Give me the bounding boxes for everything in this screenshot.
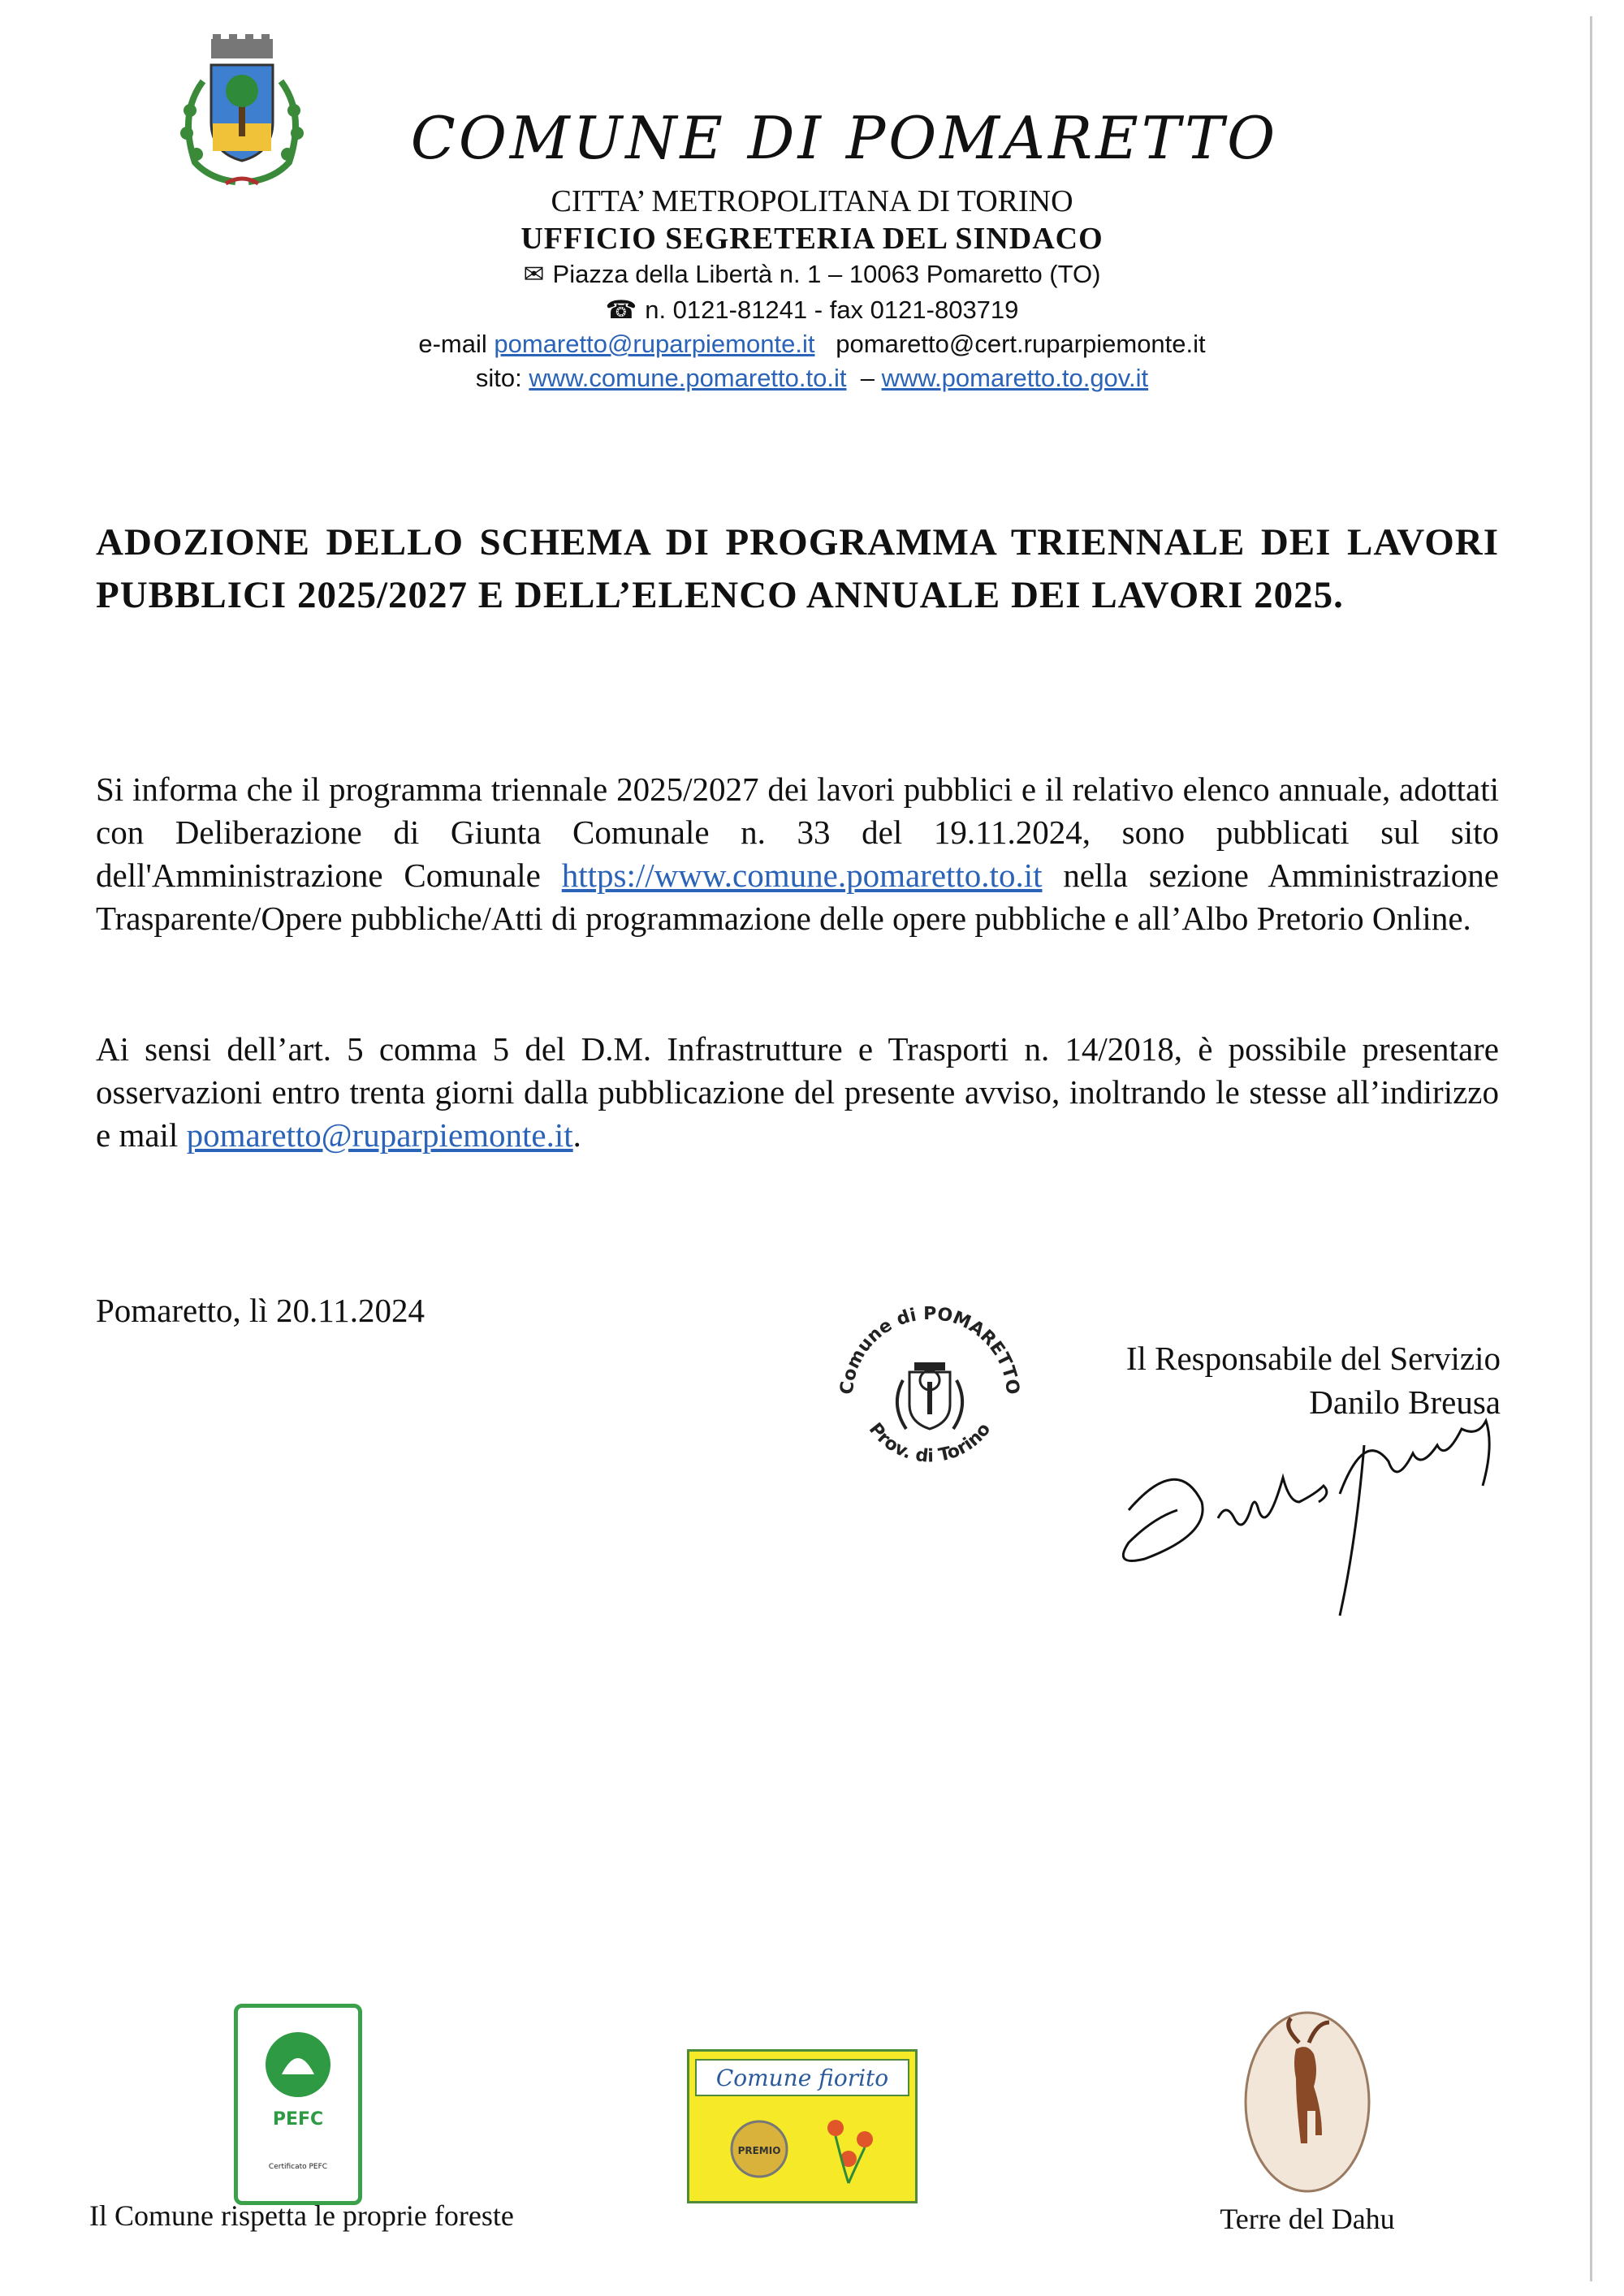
metropolitan-city: CITTA’ METROPOLITANA DI TORINO	[551, 184, 1073, 218]
handwritten-signature	[1096, 1413, 1535, 1624]
svg-text:Comune di POMARETTO: Comune di POMARETTO	[836, 1303, 1023, 1396]
email-link[interactable]: pomaretto@ruparpiemonte.it	[494, 330, 815, 358]
comune-fiorito-logo	[687, 2049, 918, 2203]
paragraph-publication	[96, 768, 1499, 940]
place-date: Pomaretto, lì 20.11.2024	[96, 1292, 425, 1329]
town-crest-icon	[161, 32, 323, 195]
site-separator: –	[860, 364, 875, 392]
telephone-icon: ☎	[605, 296, 637, 324]
office-name: UFFICIO SEGRETERIA DEL SINDACO	[520, 222, 1104, 256]
para1-text-a: Si informa che il programma triennale 2025/2027 dei lavori pubblici e il relativo elenco annuale, adottati con Deliberazione di Giunta Comunale n. 33 del 19.11.2024, sono pubblicati sul sito dell'Amministrazione Comunale	[96, 770, 1499, 894]
paragraph-observations	[96, 1028, 1499, 1157]
pefc-caption: Il Comune rispetta le proprie foreste	[89, 2199, 514, 2232]
site-label: sito:	[475, 364, 522, 392]
para2-text-b: .	[572, 1116, 581, 1154]
email-line	[309, 330, 1315, 359]
fiorito-premio: PREMIO	[737, 2145, 781, 2156]
email-label: e-mail	[418, 330, 487, 358]
responsible-role: Il Responsabile del Servizio	[1125, 1340, 1501, 1377]
notice-title: ADOZIONE DELLO SCHEMA DI PROGRAMMA TRIENNALE DEI LAVORI PUBBLICI 2025/2027 E DELL’ELENCO ANNUALE DEI LAVORI 2025.	[96, 521, 1499, 616]
municipality-title: COMUNE DI POMARETTO	[410, 104, 1279, 172]
website-line	[309, 364, 1315, 393]
responsible-block	[1072, 1336, 1501, 1424]
page-edge	[1590, 16, 1592, 2281]
pefc-logo	[234, 2004, 362, 2205]
dahu-caption: Terre del Dahu	[1220, 2203, 1395, 2235]
address: Piazza della Libertà n. 1 – 10063 Pomaretto (TO)	[552, 260, 1101, 288]
address-line	[325, 260, 1299, 289]
official-stamp	[828, 1291, 1031, 1494]
envelope-icon: ✉	[523, 260, 545, 288]
website-link-gov[interactable]: www.pomaretto.to.gov.it	[881, 364, 1149, 392]
para2-text-a: Ai sensi dell’art. 5 comma 5 del D.M. Infrastrutture e Trasporti n. 14/2018, è possibile presentare osservazioni entro trenta giorni dalla pubblicazione del presente avviso, inoltrando le stesse all’indirizzo e mail	[96, 1030, 1499, 1154]
pefc-label: PEFC	[272, 2109, 324, 2130]
terre-del-dahu-logo	[1242, 2010, 1372, 2194]
para1-text-b: nella sezione Amministrazione Trasparente/Opere pubbliche/Atti di programmazione delle opere pubbliche e all’Albo Pretorio Online.	[96, 857, 1499, 937]
phone-line	[325, 296, 1299, 325]
pefc-small-label: Certificato PEFC	[268, 2163, 328, 2171]
para1-website-link[interactable]: https://www.comune.pomaretto.to.it	[561, 857, 1043, 894]
para2-email-link[interactable]: pomaretto@ruparpiemonte.it	[186, 1116, 573, 1154]
fiorito-label: Comune fiorito	[715, 2065, 889, 2091]
pec-address: pomaretto@cert.ruparpiemonte.it	[836, 330, 1206, 358]
phone: n. 0121-81241 - fax 0121-803719	[645, 296, 1019, 324]
svg-text:Prov. di Torino: Prov. di Torino	[864, 1419, 996, 1467]
responsible-name: Danilo Breusa	[1309, 1383, 1501, 1421]
website-link-comune[interactable]: www.comune.pomaretto.to.it	[529, 364, 847, 392]
